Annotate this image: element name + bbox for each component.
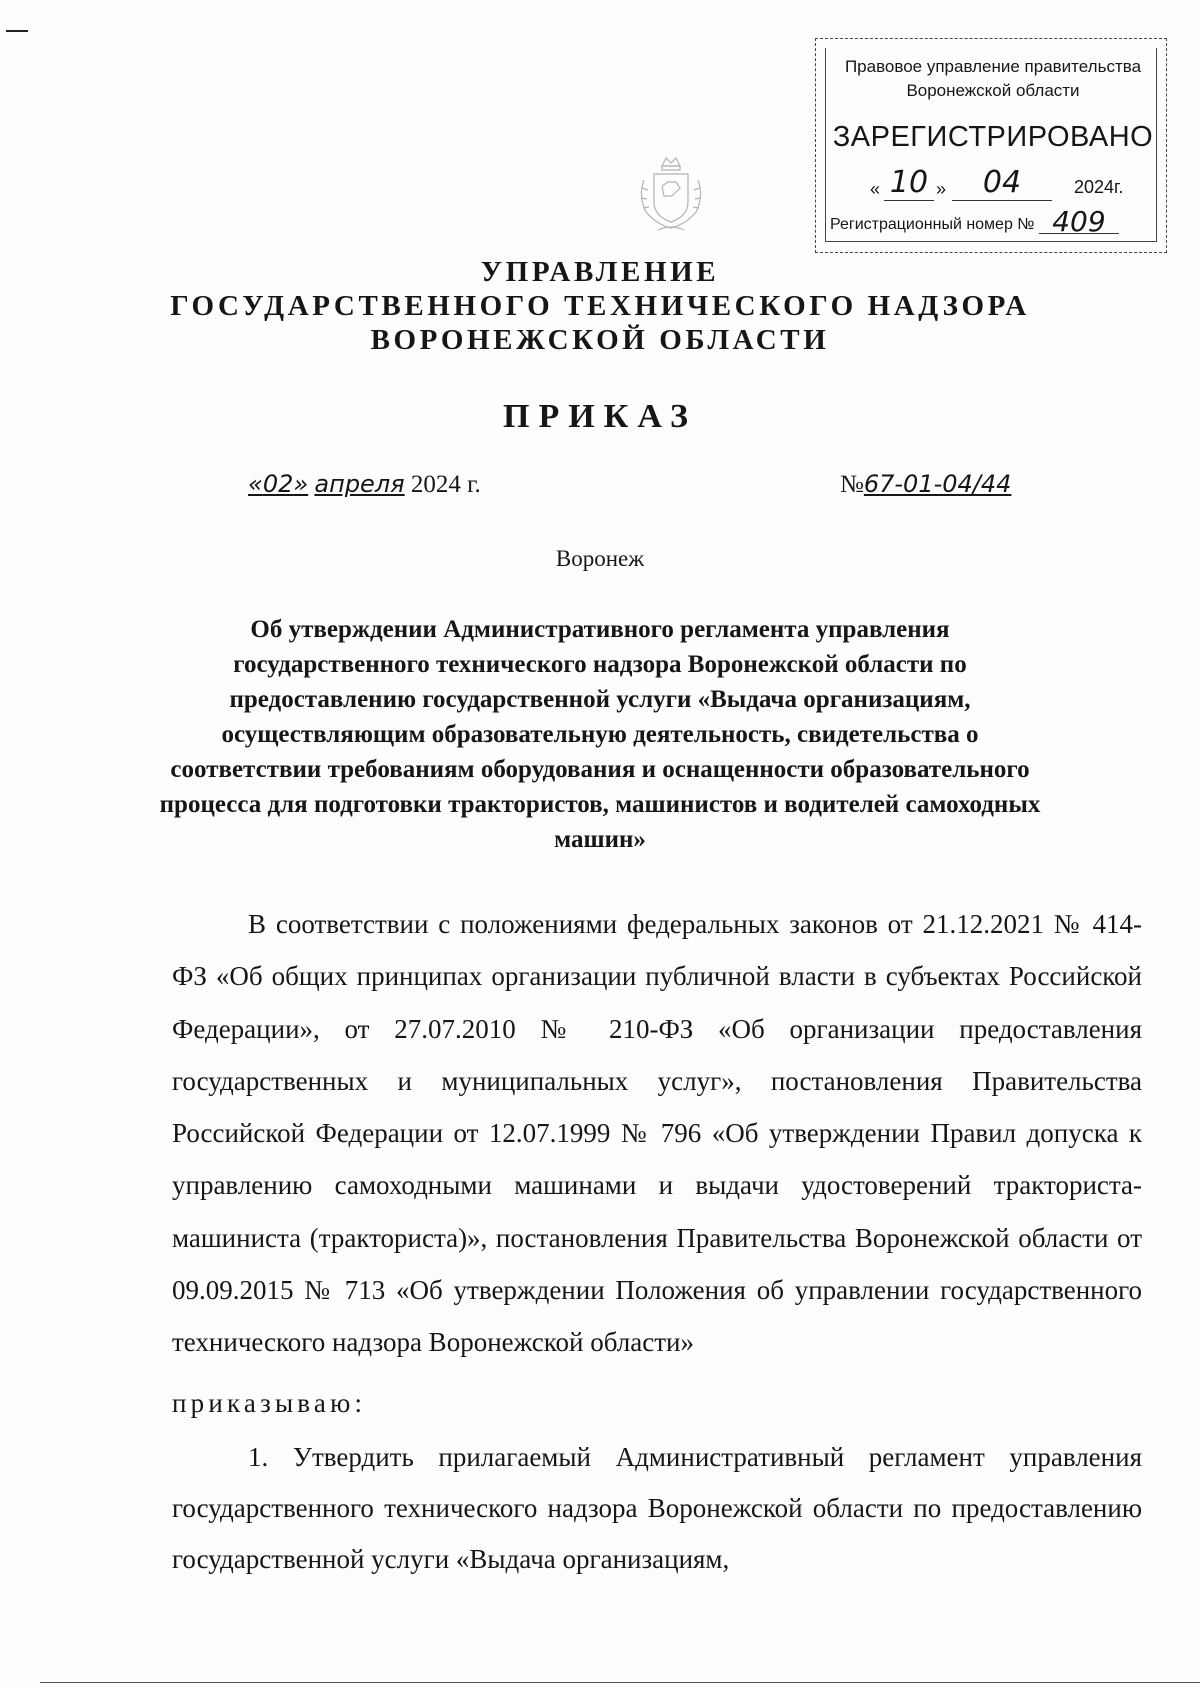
org-name-line1: УПРАВЛЕНИЕ [480,256,720,288]
stamp-month: 04 [952,165,1052,201]
date-day: 02 [262,470,294,498]
order-date [248,470,481,499]
number-value: 67-01-04/44 [863,470,1012,498]
number-prefix: № [840,471,864,498]
stamp-registered-label: ЗАРЕГИСТРИРОВАНО [832,121,1154,153]
order-number [840,470,1011,499]
stamp-date [834,167,1154,203]
date-month: апреля [314,470,405,498]
stamp-year: 2024г. [1074,177,1124,197]
date-open-quote: « [248,470,263,498]
stamp-quote-close: » [936,179,947,199]
stamp-day: 10 [884,165,934,201]
stamp-reg-number [830,205,1160,238]
stamp-reg-label: Регистрационный номер № [830,216,1035,233]
item-1-paragraph: 1. Утвердить прилагаемый Административный регламент управления государственного технического надзора Воронежской области по предоставлению государственной услуги «Выдача организациям, [172,1442,1142,1574]
margin-dash [6,30,28,32]
registration-stamp [815,38,1167,253]
city: Воронеж [555,546,645,571]
order-word: приказываю: [172,1388,367,1418]
document-title: Об утверждении Административного регламента управления государственного технического надзора Воронежской области по предоставлению государственной услуги «Выдача организациям, осуществляющим образовательную деятельность, свидетельства о соответствии требованиям оборудования и оснащенности образовательного процесса для подготовки трактористов, машинистов и водителей самоходных машин» [159,616,1041,853]
document-type: ПРИКАЗ [503,398,697,435]
org-name-line2: ГОСУДАРСТВЕННОГО ТЕХНИЧЕСКОГО НАДЗОРА [170,290,1030,322]
org-name-line3: ВОРОНЕЖСКОЙ ОБЛАСТИ [370,324,830,356]
preamble-paragraph: В соответствии с положениями федеральных законов от 21.12.2021 № 414-ФЗ «Об общих принципах организации публичной власти в субъектах Российской Федерации», от 27.07.2010 № 210-ФЗ «Об организации предоставления государственных и муниципальных услуг», постановления Правительства Российской Федерации от 12.07.1999 № 796 «Об утверждении Правил допуска к управлению самоходными машинами и выдачи удостоверений тракториста-машиниста (тракториста)», постановления Правительства Воронежской области от 09.09.2015 № 713 «Об утверждении Положения об управлении государственного технического надзора Воронежской области» [172,909,1142,1358]
page-bottom-edge [40,1682,1200,1683]
date-year: 2024 г. [410,471,481,498]
stamp-authority-line2: Воронежской области [906,81,1080,100]
stamp-reg-value: 409 [1039,211,1119,234]
stamp-authority-line1: Правовое управление правительства [844,57,1142,76]
date-close-quote: » [293,470,309,498]
stamp-quote-open: « [870,179,881,199]
coat-of-arms-icon [632,152,710,234]
